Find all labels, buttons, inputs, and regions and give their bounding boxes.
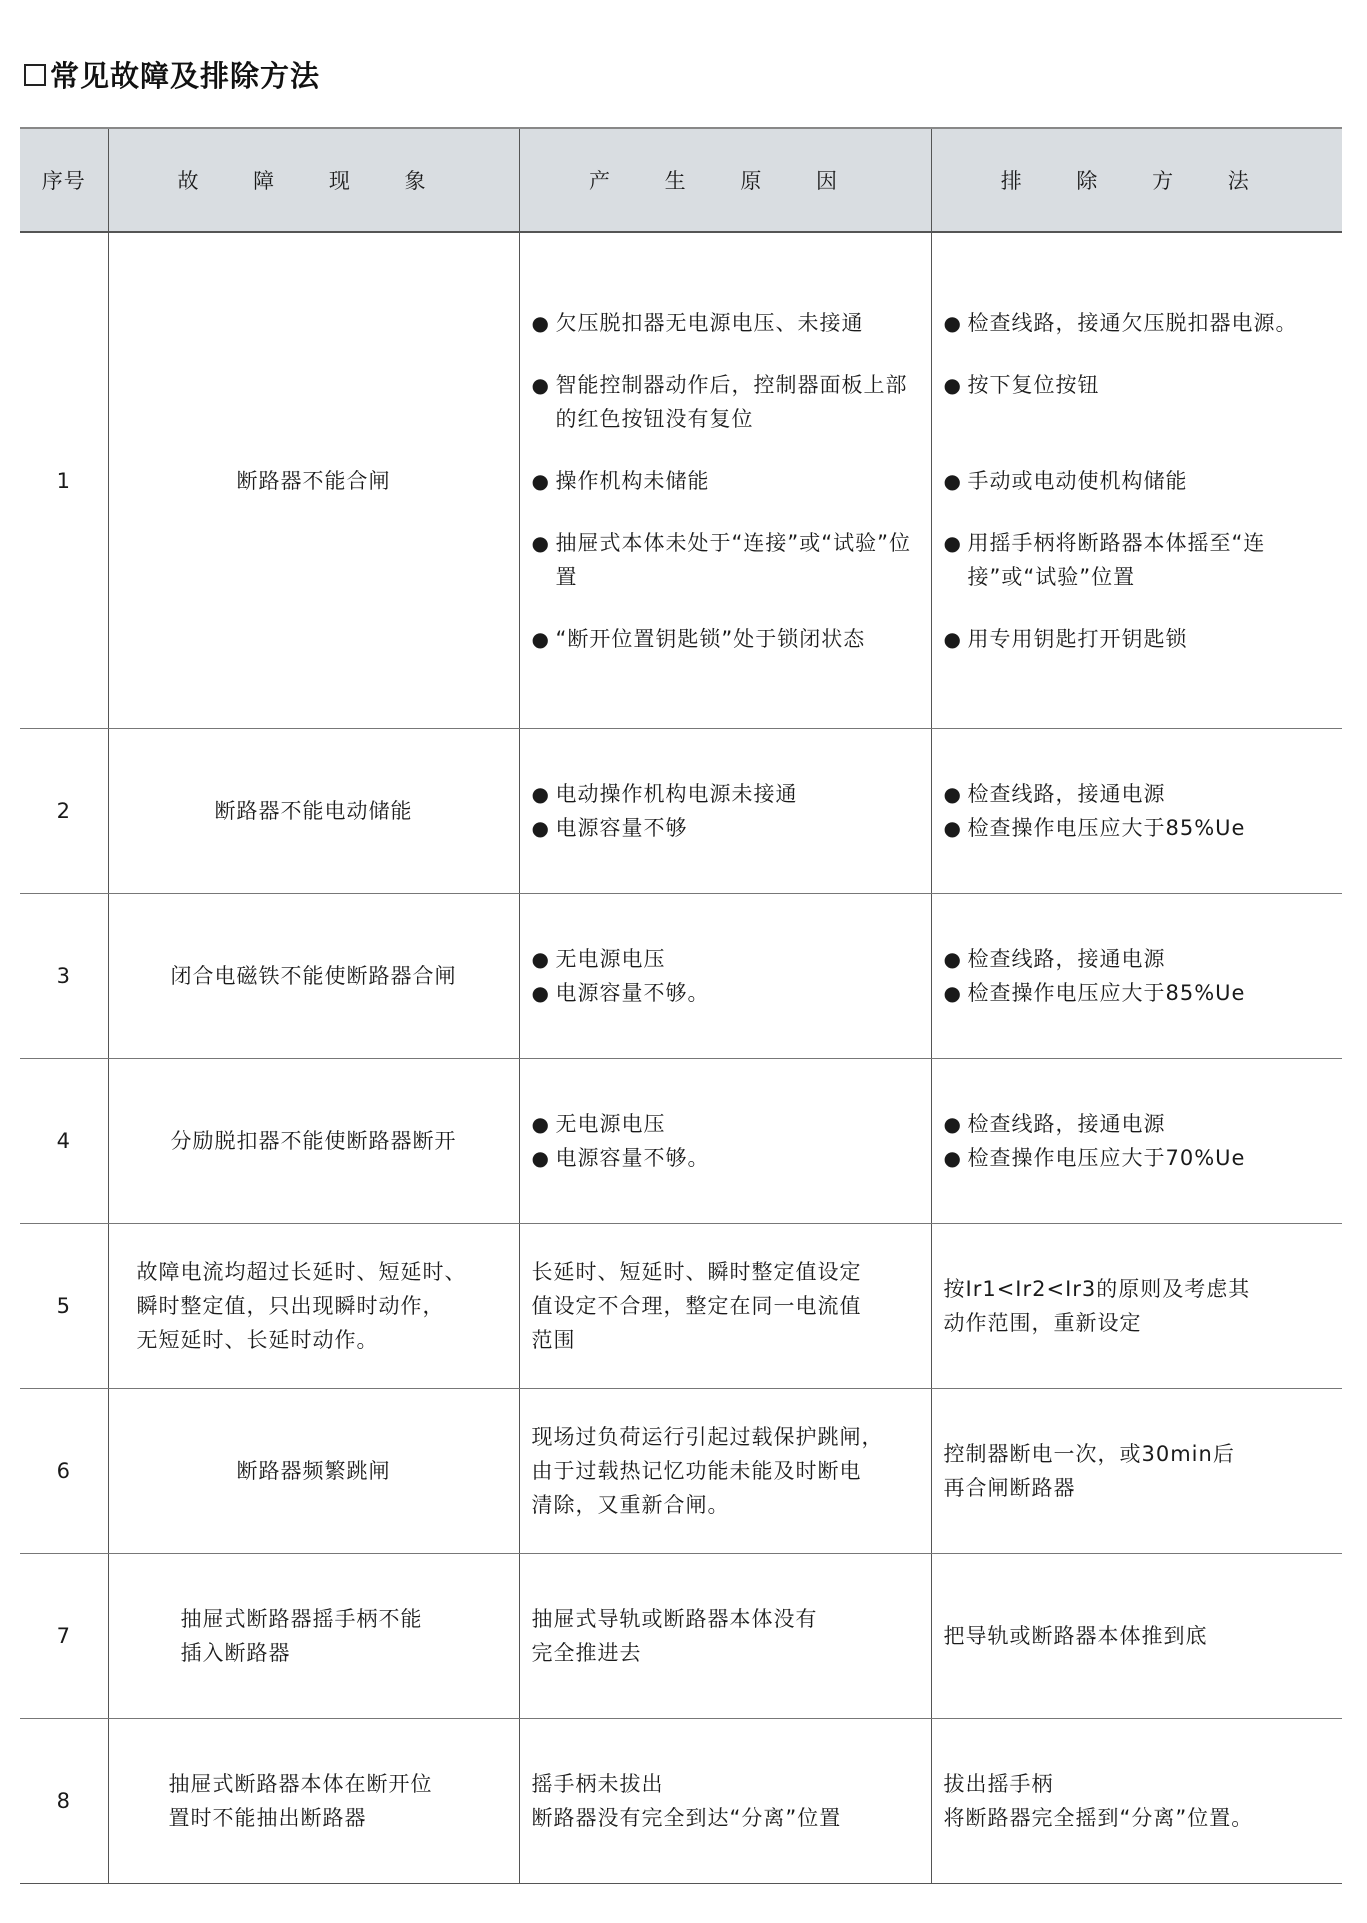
- cause-item: ● 欠压脱扣器无电源电压、未接通: [532, 306, 923, 340]
- fault-fixes: [931, 1719, 1342, 1884]
- fix-item: ● 按下复位按钮: [944, 368, 1335, 402]
- fix-item: ● 检查线路，接通电源: [944, 1107, 1335, 1141]
- fault-causes: [519, 1719, 931, 1884]
- symptom-line: 抽屉式断路器本体在断开位: [168, 1772, 433, 1796]
- cause-item: ● 智能控制器动作后，控制器面板上部的红色按钮没有复位: [532, 368, 923, 436]
- troubleshooting-table: [20, 127, 1342, 1884]
- fault-fixes: [931, 1224, 1342, 1389]
- fault-fixes: [931, 232, 1342, 729]
- fix-item: ● 检查线路，接通电源: [944, 777, 1335, 811]
- fault-causes: [519, 1059, 931, 1224]
- fault-causes: [519, 232, 931, 729]
- fault-causes: [519, 894, 931, 1059]
- fix-item: ● 检查线路，接通电源: [944, 942, 1335, 976]
- symptom-line: 抽屉式断路器摇手柄不能: [180, 1607, 423, 1631]
- table-row: [20, 1224, 1342, 1389]
- table-row: [20, 1389, 1342, 1554]
- page-title-text: 常见故障及排除方法: [50, 59, 321, 93]
- table-header-row: [20, 128, 1342, 232]
- table-row: [20, 1554, 1342, 1719]
- fix-item: ● 检查操作电压应大于70%Ue: [944, 1141, 1335, 1175]
- cause-item: ● “断开位置钥匙锁”处于锁闭状态: [532, 622, 923, 656]
- cause-line: 断路器没有完全到达“分离”位置: [531, 1806, 842, 1830]
- row-number: 1: [20, 232, 108, 729]
- fault-fixes: [931, 1059, 1342, 1224]
- fix-item: ● 用摇手柄将断路器本体摇至“连接”或“试验”位置: [944, 526, 1335, 594]
- row-number: 4: [20, 1059, 108, 1224]
- fix-item: ● 手动或电动使机构储能: [944, 464, 1335, 498]
- fault-causes: [519, 1389, 931, 1554]
- fix-line: 拔出摇手柄: [943, 1772, 1054, 1796]
- fault-symptom: 断路器不能合闸: [108, 232, 519, 729]
- fault-causes: [519, 1224, 931, 1389]
- fault-symptom: 分励脱扣器不能使断路器断开: [108, 1059, 519, 1224]
- fault-fixes: [931, 729, 1342, 894]
- header-no: 序号: [20, 128, 108, 232]
- fault-symptom: [108, 1554, 519, 1719]
- cause-item: ● 操作机构未储能: [532, 464, 923, 498]
- fault-fixes: [931, 894, 1342, 1059]
- header-fix: 排 除 方 法: [931, 128, 1342, 232]
- cause-line: 清除，又重新合闸。: [531, 1493, 730, 1517]
- cause-line: 抽屉式导轨或断路器本体没有: [531, 1607, 818, 1631]
- fault-causes: [519, 729, 931, 894]
- cause-line: 摇手柄未拔出: [531, 1772, 664, 1796]
- cause-line: 值设定不合理，整定在同一电流值: [531, 1294, 862, 1318]
- fault-symptom: 断路器频繁跳闸: [108, 1389, 519, 1554]
- table-row: [20, 894, 1342, 1059]
- symptom-line: 置时不能抽出断路器: [168, 1806, 367, 1830]
- symptom-line: 插入断路器: [180, 1641, 291, 1665]
- checkbox-square-icon: [24, 64, 46, 86]
- cause-item: ● 无电源电压: [532, 1107, 923, 1141]
- fix-line: 动作范围，重新设定: [943, 1311, 1142, 1335]
- table-row: [20, 232, 1342, 729]
- fix-line: 控制器断电一次，或30min后: [943, 1442, 1235, 1466]
- cause-line: 长延时、短延时、瞬时整定值设定: [531, 1260, 862, 1284]
- cause-item: ● 电源容量不够。: [532, 976, 923, 1010]
- fault-symptom: 断路器不能电动储能: [108, 729, 519, 894]
- cause-line: 范围: [531, 1328, 576, 1352]
- fix-item: ● 检查操作电压应大于85%Ue: [944, 976, 1335, 1010]
- fault-symptom: [108, 1719, 519, 1884]
- cause-item: ● 抽屉式本体未处于“连接”或“试验”位置: [532, 526, 923, 594]
- row-number: 8: [20, 1719, 108, 1884]
- fix-item: ● 检查线路，接通欠压脱扣器电源。: [944, 306, 1335, 340]
- cause-line: 完全推进去: [531, 1641, 642, 1665]
- symptom-line: 故障电流均超过长延时、短延时、: [136, 1260, 467, 1284]
- row-number: 2: [20, 729, 108, 894]
- cause-line: 现场过负荷运行引起过载保护跳闸，: [531, 1425, 884, 1449]
- cause-line: 由于过载热记忆功能未能及时断电: [531, 1459, 862, 1483]
- cause-item: ● 电动操作机构电源未接通: [532, 777, 923, 811]
- fault-causes: [519, 1554, 931, 1719]
- fix-line: 将断路器完全摇到“分离”位置。: [943, 1806, 1254, 1830]
- fault-fixes: [931, 1554, 1342, 1719]
- table-row: [20, 729, 1342, 894]
- fix-line: 按Ir1<Ir2<Ir3的原则及考虑其: [943, 1277, 1251, 1301]
- fault-fixes: [931, 1389, 1342, 1554]
- cause-item: ● 无电源电压: [532, 942, 923, 976]
- fix-line: 把导轨或断路器本体推到底: [943, 1624, 1208, 1648]
- cause-item: ● 电源容量不够。: [532, 1141, 923, 1175]
- row-number: 5: [20, 1224, 108, 1389]
- row-number: 3: [20, 894, 108, 1059]
- fix-line: 再合闸断路器: [943, 1476, 1076, 1500]
- row-number: 6: [20, 1389, 108, 1554]
- table-row: [20, 1719, 1342, 1884]
- table-row: [20, 1059, 1342, 1224]
- cause-item: ● 电源容量不够: [532, 811, 923, 845]
- symptom-line: 无短延时、长延时动作。: [136, 1328, 379, 1352]
- fault-symptom: [108, 1224, 519, 1389]
- fault-symptom: 闭合电磁铁不能使断路器合闸: [108, 894, 519, 1059]
- row-number: 7: [20, 1554, 108, 1719]
- symptom-line: 瞬时整定值，只出现瞬时动作，: [136, 1294, 445, 1318]
- fix-item: ● 检查操作电压应大于85%Ue: [944, 811, 1335, 845]
- fix-item: ● 用专用钥匙打开钥匙锁: [944, 622, 1335, 656]
- header-symptom: 故 障 现 象: [108, 128, 519, 232]
- header-cause: 产 生 原 因: [519, 128, 931, 232]
- page-title: [24, 54, 320, 95]
